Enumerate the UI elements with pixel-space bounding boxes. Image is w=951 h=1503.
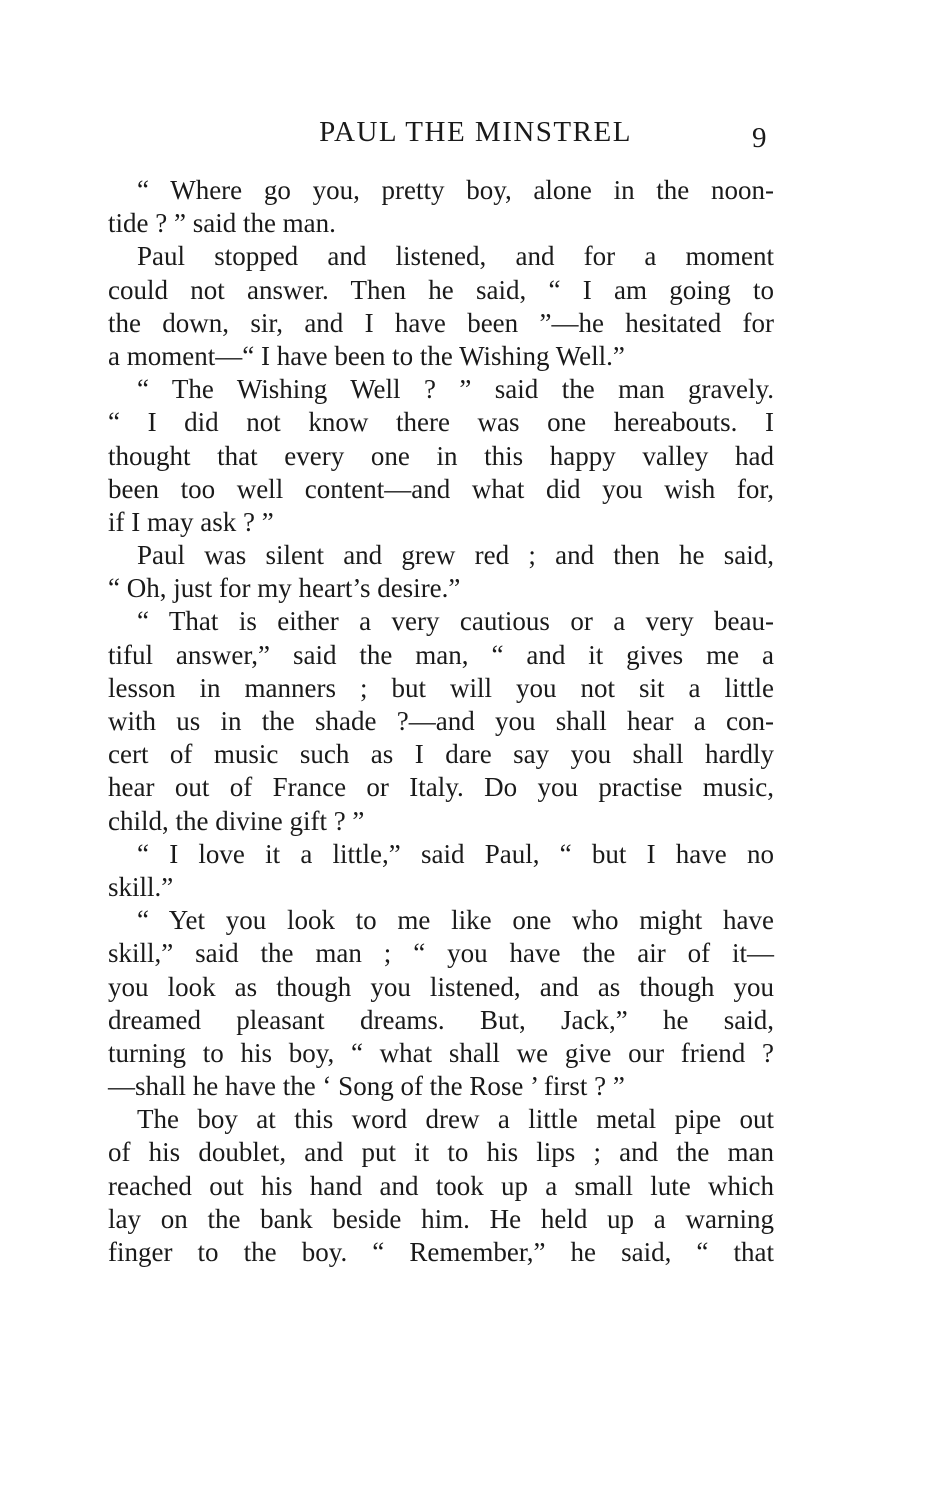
text-line: finger to the boy. “ Remember,” he said, “ that <box>108 1237 774 1267</box>
text-line: the down, sir, and I have been ”—he hesitated for <box>108 307 774 338</box>
text-line: Paul stopped and listened, and for a moment <box>137 241 774 272</box>
text-line: dreamed pleasant dreams. But, Jack,” he said, <box>108 1004 774 1035</box>
text-line: tiful answer,” said the man, “ and it gives me a <box>108 639 774 670</box>
text-line: “ That is either a very cautious or a very beau- <box>137 606 774 637</box>
text-line: if I may ask ? ” <box>108 506 274 537</box>
text-line: hear out of France or Italy. Do you practise music, <box>108 772 774 803</box>
text-line: of his doublet, and put it to his lips ; and the man <box>108 1137 774 1168</box>
text-line: turning to his boy, “ what shall we give our friend ? <box>108 1037 774 1068</box>
body-text <box>108 174 774 1269</box>
text-line: “ I love it a little,” said Paul, “ but I have no <box>137 838 774 869</box>
text-line: you look as though you listened, and as though you <box>108 971 774 1002</box>
text-line: lesson in manners ; but will you not sit a little <box>108 672 774 703</box>
text-line: “ Oh, just for my heart’s desire.” <box>108 573 461 604</box>
running-title: PAUL THE MINSTREL <box>319 116 632 148</box>
text-line: skill.” <box>108 871 174 902</box>
page-number: 9 <box>752 122 767 154</box>
text-line: “ Where go you, pretty boy, alone in the noon- <box>137 175 774 205</box>
text-line: tide ? ” said the man. <box>108 208 336 239</box>
text-line: —shall he have the ‘ Song of the Rose ’ first ? ” <box>108 1071 625 1102</box>
text-line: lay on the bank beside him. He held up a warning <box>108 1203 774 1234</box>
text-line: child, the divine gift ? ” <box>108 805 365 836</box>
text-line: skill,” said the man ; “ you have the air of it— <box>108 938 774 969</box>
text-line: a moment—“ I have been to the Wishing Well.” <box>108 340 625 371</box>
text-line: Paul was silent and grew red ; and then he said, <box>137 540 774 571</box>
text-line: cert of music such as I dare say you shall hardly <box>108 739 774 770</box>
text-line: The boy at this word drew a little metal pipe out <box>137 1104 774 1135</box>
text-line: been too well content—and what did you wish for, <box>108 473 774 504</box>
text-line: “ Yet you look to me like one who might have <box>137 905 774 936</box>
text-line: “ I did not know there was one hereabouts. I <box>108 407 774 438</box>
text-line: could not answer. Then he said, “ I am going to <box>108 274 774 305</box>
text-line: “ The Wishing Well ? ” said the man gravely. <box>137 374 774 405</box>
text-line: reached out his hand and took up a small lute which <box>108 1170 774 1201</box>
text-line: with us in the shade ?—and you shall hear a con- <box>108 706 774 736</box>
text-line: thought that every one in this happy valley had <box>108 440 774 471</box>
